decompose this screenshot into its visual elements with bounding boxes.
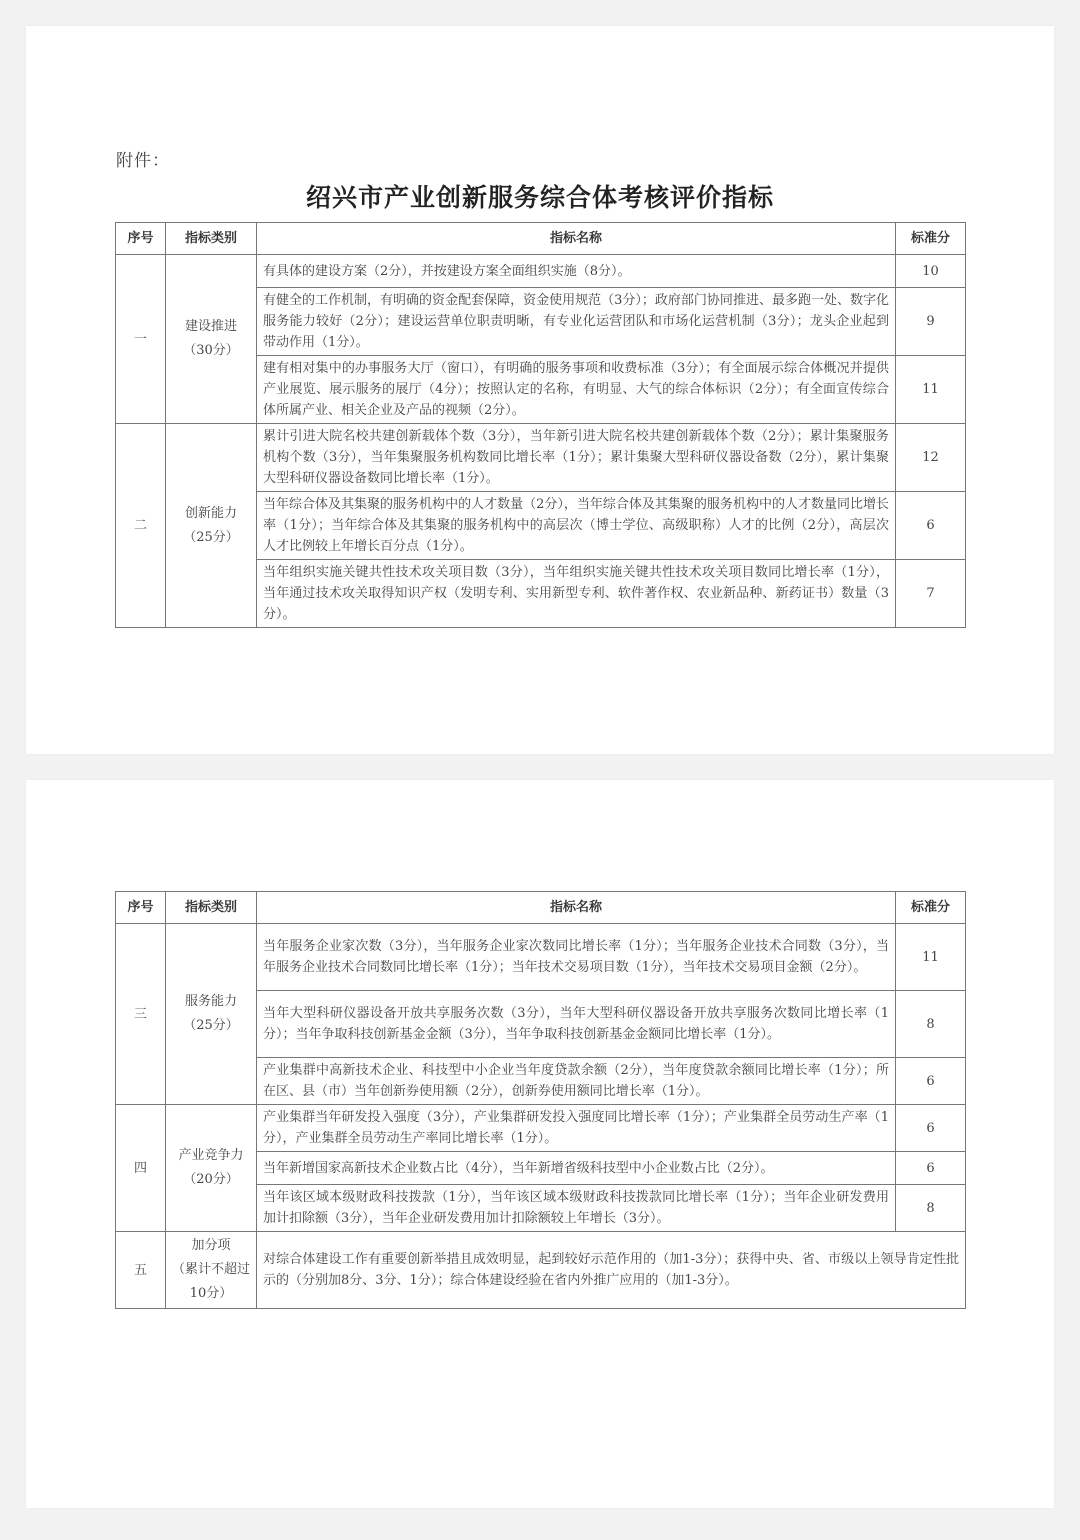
- category-name: 加分项: [191, 1238, 231, 1253]
- header-no: 序号: [116, 892, 166, 924]
- document-page-2: [26, 780, 1054, 1508]
- table-row: [116, 255, 966, 288]
- group-number: 五: [116, 1232, 166, 1309]
- category-points: （25分）: [183, 529, 239, 545]
- table-row: [116, 1232, 966, 1309]
- header-score: 标准分: [896, 892, 966, 924]
- group-number: 二: [116, 424, 166, 628]
- indicator-score: 6: [896, 1058, 966, 1105]
- document-page-1: [26, 26, 1054, 754]
- group-category: [166, 424, 257, 628]
- indicator-description: 当年该区域本级财政科技拨款（1分），当年该区域本级财政科技拨款同比增长率（1分）；当年企业研发费用加计扣除额（3分），当年企业研发费用加计扣除额较上年增长（3分）。: [257, 1185, 896, 1232]
- indicator-score: 6: [896, 492, 966, 560]
- evaluation-table-part-1: [115, 222, 966, 628]
- group-number: 四: [116, 1105, 166, 1232]
- group-number: 一: [116, 255, 166, 424]
- category-points: （25分）: [183, 1018, 239, 1033]
- indicator-description: 当年综合体及其集聚的服务机构中的人才数量（2分），当年综合体及其集聚的服务机构中的人才数量同比增长率（1分）；当年综合体及其集聚的服务机构中的高层次（博士学位、高级职称）人才的比例（2分），高层次人才比例较上年增长百分点（1分）。: [257, 492, 896, 560]
- header-name: 指标名称: [257, 223, 896, 255]
- header-category: 指标类别: [166, 223, 257, 255]
- category-points: （30分）: [183, 343, 239, 358]
- indicator-description: 当年服务企业家次数（3分），当年服务企业家次数同比增长率（1分）；当年服务企业技术合同数（3分），当年服务企业技术合同数同比增长率（1分）；当年技术交易项目数（1分），当年技术交易项目金额（2分）。: [257, 924, 896, 991]
- header-no: 序号: [116, 223, 166, 255]
- category-points: （20分）: [183, 1172, 239, 1187]
- page-title: 绍兴市产业创新服务综合体考核评价指标: [305, 183, 774, 212]
- evaluation-table-part-2: [115, 891, 966, 1309]
- indicator-description: 累计引进大院名校共建创新载体个数（3分），当年新引进大院名校共建创新载体个数（2分）；累计集聚服务机构个数（3分），当年集聚服务机构数同比增长率（1分）；累计集聚大型科研仪器设备数（2分），累计集聚大型科研仪器设备数同比增长率（1分）。: [257, 424, 896, 492]
- indicator-description: 有具体的建设方案（2分），并按建设方案全面组织实施（8分）。: [257, 255, 896, 288]
- indicator-score: 8: [896, 991, 966, 1058]
- indicator-description: 当年组织实施关键共性技术攻关项目数（3分），当年组织实施关键共性技术攻关项目数同比增长率（1分），当年通过技术攻关取得知识产权（发明专利、实用新型专利、软件著作权、农业新品种、新药证书）数量（3分）。: [257, 560, 896, 628]
- group-category: [166, 1232, 257, 1309]
- table-row: [116, 424, 966, 492]
- indicator-score: 10: [896, 255, 966, 288]
- table-row: [116, 1105, 966, 1152]
- group-category: [166, 924, 257, 1105]
- indicator-description: 对综合体建设工作有重要创新举措且成效明显，起到较好示范作用的（加1-3分）；获得中央、省、市级以上领导肯定性批示的（分别加8分、3分、1分）；综合体建设经验在省内外推广应用的（加1-3分）。: [257, 1232, 966, 1309]
- indicator-score: 8: [896, 1185, 966, 1232]
- table-header-row: [116, 892, 966, 924]
- category-name: 建设推进: [184, 319, 237, 334]
- group-number: 三: [116, 924, 166, 1105]
- group-category: [166, 255, 257, 424]
- category-points: （累计不超过10分）: [172, 1262, 251, 1301]
- group-category: [166, 1105, 257, 1232]
- indicator-score: 11: [896, 924, 966, 991]
- category-name: 创新能力: [184, 505, 237, 521]
- indicator-description: 建有相对集中的办事服务大厅（窗口），有明确的服务事项和收费标准（3分）；有全面展示综合体概况并提供产业展览、展示服务的展厅（4分）；按照认定的名称，有明显、大气的综合体标识（2分）；有全面宣传综合体所属产业、相关企业及产品的视频（2分）。: [257, 356, 896, 424]
- indicator-score: 12: [896, 424, 966, 492]
- indicator-score: 7: [896, 560, 966, 628]
- header-name: 指标名称: [257, 892, 896, 924]
- table-row: [116, 924, 966, 991]
- indicator-score: 6: [896, 1152, 966, 1185]
- indicator-description: 产业集群当年研发投入强度（3分），产业集群研发投入强度同比增长率（1分）；产业集群全员劳动生产率（1分），产业集群全员劳动生产率同比增长率（1分）。: [257, 1105, 896, 1152]
- table-header-row: [116, 223, 966, 255]
- attachment-label: 附件：: [116, 151, 170, 171]
- indicator-description: 有健全的工作机制，有明确的资金配套保障，资金使用规范（3分）；政府部门协同推进、最多跑一处、数字化服务能力较好（2分）；建设运营单位职责明晰，有专业化运营团队和市场化运营机制（3分）；龙头企业起到带动作用（1分）。: [257, 288, 896, 356]
- category-name: 服务能力: [184, 994, 237, 1009]
- indicator-description: 产业集群中高新技术企业、科技型中小企业当年度贷款余额（2分），当年度贷款余额同比增长率（1分）；所在区、县（市）当年创新券使用额（2分），创新券使用额同比增长率（1分）。: [257, 1058, 896, 1105]
- indicator-score: 11: [896, 356, 966, 424]
- category-name: 产业竞争力: [178, 1148, 244, 1163]
- indicator-description: 当年大型科研仪器设备开放共享服务次数（3分），当年大型科研仪器设备开放共享服务次数同比增长率（1分）；当年争取科技创新基金金额（3分），当年争取科技创新基金金额同比增长率（1分）。: [257, 991, 896, 1058]
- header-score: 标准分: [896, 223, 966, 255]
- indicator-score: 6: [896, 1105, 966, 1152]
- header-category: 指标类别: [166, 892, 257, 924]
- indicator-description: 当年新增国家高新技术企业数占比（4分），当年新增省级科技型中小企业数占比（2分）。: [257, 1152, 896, 1185]
- indicator-score: 9: [896, 288, 966, 356]
